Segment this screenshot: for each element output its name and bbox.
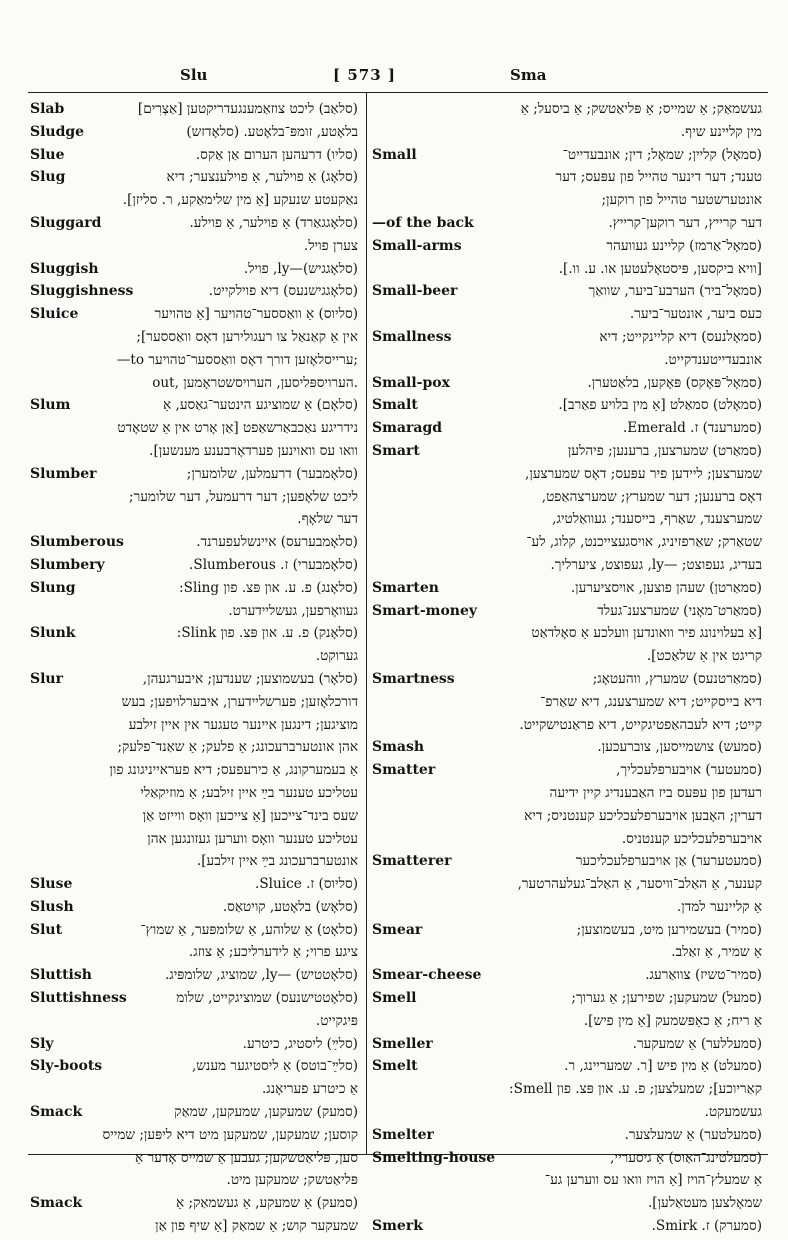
headword: Smart (372, 442, 420, 459)
entry-line (372, 873, 764, 896)
headword: Smeller (372, 1035, 433, 1052)
entry-line (372, 440, 764, 463)
entry-line (30, 508, 360, 531)
headword: Slunk (30, 625, 76, 642)
entry-line (372, 805, 764, 828)
entry-line (372, 736, 764, 759)
definition-text: דורכלאָזען; פערשליידערן, איבערלויפען; בעש (121, 693, 358, 710)
entry-line (30, 1215, 360, 1238)
definition-text: (סמיר־טשיז) צוואַרעג. (645, 967, 762, 984)
left-column (30, 98, 360, 1235)
definition-text: אונטערברעכונג בײַ איין זילבע]. (196, 853, 358, 870)
entry-line (372, 691, 764, 714)
definition-text: (סלאָש) בלאָטע, קויטאַס. (222, 898, 358, 915)
headword: Small-pox (372, 374, 450, 391)
definition-text: (סמאַרט־מאָני) שמערצענ־געלד (597, 602, 762, 619)
entry-line (372, 577, 764, 600)
definition-text: (סמערענד) ז. Emerald. (622, 420, 762, 437)
entry-line (372, 121, 764, 144)
definition-text: קוסען; שמעקען, שמעקען מיט דיא ליפּען; שמייס (102, 1126, 358, 1143)
definition-text: נידריגע נאַכבאַרשאַפט [אַן אָרט אין אַ שטאָדט (117, 420, 358, 437)
definition-text: צערן פויל. (303, 237, 358, 254)
entry-line (30, 691, 360, 714)
definition-text: שמעקער קוש; אַ שמאַק [אַ שיף פון אַן (155, 1218, 358, 1235)
entry-line (30, 212, 360, 235)
headword: Sluttishness (30, 990, 127, 1007)
header-rule (28, 92, 768, 93)
entry-line (372, 714, 764, 737)
entry-line (372, 941, 764, 964)
entry-line (372, 1215, 764, 1238)
definition-text: אויבערפלעכליכע קענטניס. (621, 830, 762, 847)
running-head-right: Sma (510, 66, 547, 84)
entry-line (372, 1055, 764, 1078)
entry-line (30, 394, 360, 417)
definition-text: געשמאַק; אַ שמייס; אַ פּליאַטשק; אַ ביסעל; אַ (520, 101, 762, 117)
definition-text: (סמאָלנעס) דיא קליינקייט; דיא (599, 328, 762, 345)
definition-text: (סמיר) בעשמירען מיט, בעשמוצען; (576, 921, 762, 938)
entry-line (30, 531, 360, 554)
headword: Slumbery (30, 556, 105, 573)
entry-line (30, 1101, 360, 1124)
definition-text: שמאָלצען מעטאַלען]. (647, 1195, 762, 1212)
definition-text: אַ בעמערקונג, אַ כירעפעס; דיא פעראייניגונג פון (109, 762, 358, 779)
definition-text: אונבעדייטענדקייט. (664, 351, 762, 368)
entry-line (372, 1169, 764, 1192)
definition-text: דיא בייסקייט; דיא שמערצענג, דיא שאַרפ־ (540, 693, 762, 710)
definition-text: גערוקט. (315, 648, 358, 665)
headword: Smelter (372, 1126, 434, 1143)
definition-text: (סמעטער) אויבערפלעכליך, (616, 762, 762, 779)
definition-text: רעדען פון עפּעס ביז האַבענדיג קיין ידיעה (549, 784, 762, 801)
entry-line (30, 782, 360, 805)
definition-text: (סמעל) שמעקען; שפירען; אַ גערוך; (571, 990, 762, 1007)
definition-text: קאַריוכע]; שמעלצען; פ. ע. און פּצ. פון Smell: (509, 1081, 762, 1098)
definition-text: (סמעלט) אַ מין פיש [ר. שמעריינג, ר. (564, 1058, 762, 1075)
headword: Smell (372, 990, 417, 1007)
entry-line (30, 372, 360, 395)
definition-text: ליכט שלאָפען; דער דרעמעל, דער שלומער; (128, 488, 358, 505)
headword: Smart-money (372, 602, 478, 619)
definition-text: עטליכע טענער וואָס ווערען געזונגען אהן (147, 830, 358, 847)
entry-line (372, 782, 764, 805)
definition-text: (סמעללער) אַ שמעקער. (632, 1035, 762, 1052)
entry-line (372, 919, 764, 942)
definition-text: אַ קליינער למדן. (676, 898, 762, 915)
entry-line (30, 668, 360, 691)
definition-text: (סלאָר) בעשמוצען; שענדען; איבערגעהן, (142, 670, 358, 687)
definition-text: (סלאָג) אַ פוילער, אַ פוילענצער; דיא (166, 169, 358, 186)
entry-line (30, 280, 360, 303)
definition-text: שטאַרק; שאַרפזיניג, אויסגעצייכנט, קלוג, לע־ (526, 534, 762, 551)
definition-text: (סמעק) אַ שמעקע, אַ געשמאַק; אַ (176, 1195, 358, 1212)
definition-text: וואו עס וואוינען פערדאָרבענע מענשען]. (149, 442, 358, 459)
definition-text: (סלאָגגאַרד) אַ פוילער, אַ פוילע. (189, 214, 358, 231)
definition-text: פּיגקייט. (315, 1012, 358, 1029)
entry-line (372, 463, 764, 486)
entry-line (30, 1169, 360, 1192)
definition-text: (סליוס) ז. Sluice. (255, 876, 358, 893)
entry-line (30, 964, 360, 987)
entry-line (30, 805, 360, 828)
entry-line (30, 1078, 360, 1101)
definition-text: (סלאָטטישנעס) שמוציגקייט, שלומ (176, 990, 358, 1007)
entry-line (372, 417, 764, 440)
definition-text: (סמערק) ז. Smirk. (651, 1218, 762, 1235)
headword: Smatterer (372, 853, 452, 870)
definition-text: (סלאָם) אַ שמוציגע הינטער־גאַסע, אַ (163, 397, 358, 414)
entry-line (30, 189, 360, 212)
entry-line (30, 622, 360, 645)
definition-text: [וויא ביקסען, פּיסטאָלעטען או. ע. וו.]. (558, 260, 762, 277)
definition-text: ציגע פרוי; אַ לידערליכע; אַ צוזג. (188, 944, 358, 961)
headword: Smerk (372, 1218, 423, 1235)
entry-line (372, 828, 764, 851)
entry-line (30, 121, 360, 144)
entry-line (30, 349, 360, 372)
entry-line (372, 987, 764, 1010)
headword: Smartness (372, 670, 455, 687)
headword: Smack (30, 1104, 83, 1121)
definition-text: (סלאַב) ליכט צוזאַמענגעדריקטען [אַצְרִים] (137, 101, 358, 117)
entry-line (372, 1010, 764, 1033)
headword: Smallness (372, 328, 452, 345)
definition-text: (סמעק) שמעקען, שמעקען, שמאַק (174, 1104, 358, 1121)
entry-line (372, 394, 764, 417)
definition-text: (סמאַרט) שמערצען, ברענען; פיהלען (567, 442, 762, 459)
entry-line (30, 941, 360, 964)
entry-line (372, 98, 764, 121)
headword: Slug (30, 169, 66, 186)
definition-text: אהן אונטערברעכונג; אַ פלעק; אַ שאַנד־פלעק; (117, 739, 358, 756)
running-head-left: Slu (180, 66, 208, 84)
definition-text: אַ שמעלץ־הויז [אַ הויז וואו עס ווערען גע־ (544, 1172, 762, 1189)
definition-text: שעס בינד־צייכען [אַ צייכען וואָס ווייזט אַן (142, 807, 358, 824)
definition-text: אַ שמיר, אַ זאַלב. (671, 944, 762, 961)
definition-text: (סמאָל־ביר) הערבע־ביער, שוואַך (588, 283, 762, 300)
headword: Smear-cheese (372, 967, 482, 984)
entry-line (372, 326, 764, 349)
definition-text: עטליכע טענער בײַ איין זילבע; אַ מוזיקאַלי (140, 784, 358, 801)
entry-line (30, 417, 360, 440)
definition-text: (סלײַ) ליסטיג, כיטרע. (242, 1035, 358, 1052)
definition-text: דערין; האָבען אויבערפלעכליכע קענטניס; דיא (524, 807, 762, 824)
definition-text: (סמאָל־אַרמז) קליינע געוועהר (606, 237, 762, 254)
entry-line (30, 919, 360, 942)
definition-text: (סלאָמבערעס) איינשלעפערנד. (196, 534, 358, 551)
entry-line (372, 1192, 764, 1215)
entry-line (372, 1078, 764, 1101)
entry-line (372, 303, 764, 326)
headword: Sluggish (30, 260, 99, 277)
entry-line (30, 577, 360, 600)
headword: Smelt (372, 1058, 418, 1075)
entry-line (30, 166, 360, 189)
definition-text: סען, פּליאַטשקען; געבען אַ שמייס אָדער אַ (134, 1149, 358, 1166)
definition-text: (סלאָגגיש)—ly, פויל. (243, 260, 358, 277)
definition-text: (סמעש) צושמייסען, צוברעכען. (597, 739, 762, 756)
definition-text: מין קליינע שיף. (680, 123, 762, 140)
entry-line (30, 235, 360, 258)
definition-text: (סמאַרטן) שעהן פוצען, אויסציערען. (570, 579, 762, 596)
definition-text: (סלאָמבערי) ז. Slumberous. (189, 556, 358, 573)
entry-line (30, 486, 360, 509)
definition-text: געשמעקט. (704, 1104, 762, 1121)
definition-text: שמערצען; ליידען פיר עפּעס; דאָס שמערצען, (525, 465, 762, 482)
entry-line (372, 258, 764, 281)
headword: Sluse (30, 876, 73, 893)
headword: Smaragd (372, 420, 443, 437)
definition-text: out, הערויספּליסען, הערויסשטראָמען. (152, 374, 358, 391)
definition-text: פּליאַטשק; שמעקען מיט. (226, 1172, 358, 1189)
entry-line (372, 349, 764, 372)
definition-text: (סמעלטער) אַ שמעלצער. (624, 1126, 762, 1143)
headword: Slur (30, 670, 63, 687)
definition-text: אין אַ קאַנאַל צו רעגולירען דאָס וואַססער]; (136, 328, 358, 345)
definition-text: [אַ בעלוינונג פיר וואונדען וועלכע אַ סאָלדאַט (531, 625, 762, 642)
headword: Slum (30, 397, 71, 414)
entry-line (30, 1055, 360, 1078)
entry-line (30, 873, 360, 896)
entry-line (30, 1010, 360, 1033)
entry-line (30, 896, 360, 919)
definition-text: בלאָטע, זומפּ־בלאָטע. (סלאָדזש) (186, 123, 358, 140)
headword: Smash (372, 739, 425, 756)
headword: Sluttish (30, 967, 92, 984)
column-divider (366, 92, 367, 1154)
definition-text: דער קרייץ, דער רוקען־קרייץ. (608, 214, 762, 231)
entry-line (372, 896, 764, 919)
headword: Slut (30, 921, 63, 938)
entry-line (372, 280, 764, 303)
entry-line (30, 828, 360, 851)
entry-line (372, 1124, 764, 1147)
definition-text: (סליוס) אַ וואַססער־טהויער [אַ טהויער (154, 306, 358, 323)
definition-text: (סמאָל) קליין; שמאָל; דין; אונבעדייט־ (562, 146, 762, 163)
definition-text: נאַקעטע שנעקע [אַ מין שלימאַקע, ר. סליזן]. (122, 192, 358, 209)
definition-text: מוציגען; דינגען איינער טעגער אין איין זילבע (128, 716, 358, 733)
headword: Slush (30, 898, 74, 915)
headword: Small-beer (372, 283, 458, 300)
definition-text: —to ערייסלאָזען דורך דאָס וואַססער־טהויער; (116, 351, 358, 368)
headword: Sluggishness (30, 283, 134, 300)
entry-line (372, 189, 764, 212)
definition-text: (סלײַ־בוטס) אַ ליסטיגער מענש, (191, 1058, 358, 1075)
entry-line (30, 258, 360, 281)
headword: Sly (30, 1035, 54, 1052)
entry-line (30, 714, 360, 737)
entry-line (372, 964, 764, 987)
entry-line (372, 1101, 764, 1124)
entry-line (372, 850, 764, 873)
entry-line (30, 326, 360, 349)
definition-text: (סמאַרטנעס) שמערץ, ווהעטאָג; (592, 670, 762, 687)
headword: Slumberous (30, 534, 124, 551)
definition-text: (סלאָטטיש) —ly, שמוציג, שלומפּיג. (164, 967, 358, 984)
headword: Sluggard (30, 214, 102, 231)
definition-text: געוואָרפען, געשליידערט. (228, 602, 358, 619)
entry-line (30, 1192, 360, 1215)
headword: Sludge (30, 123, 85, 140)
entry-line (372, 622, 764, 645)
headword: Small (372, 146, 417, 163)
headword: Smelting-house (372, 1149, 496, 1166)
entry-line (372, 1147, 764, 1170)
definition-text: אַ ריח; אַ כאַפּשמעק [אַ מין פיש]. (583, 1012, 762, 1029)
entry-line (30, 759, 360, 782)
definition-text: (סלאָגגישנעס) דיא פוילקייט. (208, 283, 358, 300)
entry-line (372, 144, 764, 167)
entry-line (30, 1033, 360, 1056)
definition-text: כעס ביער, אונטער־ביער. (629, 306, 762, 323)
entry-line (372, 508, 764, 531)
headword: Smatter (372, 762, 436, 779)
headword: Smack (30, 1195, 83, 1212)
headword: Smarten (372, 579, 439, 596)
headword: Slumber (30, 465, 97, 482)
entry-line (372, 235, 764, 258)
entry-line (30, 440, 360, 463)
entry-line (372, 645, 764, 668)
entry-line (372, 1033, 764, 1056)
headword: Small-arms (372, 237, 462, 254)
headword: Slung (30, 579, 76, 596)
page-number: [ 573 ] (333, 66, 396, 84)
headword: Sluice (30, 306, 79, 323)
definition-text: (סליו) דרעהען הערום אַן אַקס. (195, 146, 358, 163)
definition-text: (סמאָלט) סמאַלט [אַ מין בלויע פאַרב]. (558, 397, 762, 414)
headword: —of the back (372, 214, 474, 231)
headword: Smalt (372, 397, 418, 414)
entry-line (372, 668, 764, 691)
right-column (372, 98, 764, 1235)
definition-text: (סלאָט) אַ שלוהע, אַ שלומפּער, אַ שמוץ־ (140, 921, 358, 938)
entry-line (372, 486, 764, 509)
definition-text: קריגט אין אַ שלאַכט]. (646, 648, 762, 665)
entry-line (30, 144, 360, 167)
entry-line (30, 554, 360, 577)
entry-line (30, 1124, 360, 1147)
definition-text: דער שלאָף. (297, 511, 358, 528)
entry-line (372, 212, 764, 235)
definition-text: (סמעלטינג־האַוס) אַ גיסעריי, (610, 1149, 762, 1166)
entry-line (30, 987, 360, 1010)
entry-line (30, 463, 360, 486)
definition-text: טענד; דער דינער טהייל פון עפּעס; דער (555, 169, 762, 186)
headword: Slab (30, 101, 65, 117)
definition-text: אונטערשטער טהייל פון רוקען; (601, 192, 762, 209)
definition-text: (סמאָל־פּאָקס) פּאָקען, בלאַטערן. (587, 374, 762, 391)
definition-text: דאָס ברענען; דער שמערץ; שמערצהאַפט, (541, 488, 762, 505)
headword: Slue (30, 146, 65, 163)
entry-line (372, 759, 764, 782)
entry-line (30, 98, 360, 121)
entry-line (372, 372, 764, 395)
entry-line (372, 554, 764, 577)
entry-line (30, 736, 360, 759)
entry-line (372, 166, 764, 189)
definition-text: קייט; דיא לעבהאַפטיגקייט, דיא פראַנטישקייט. (519, 716, 762, 733)
entry-line (30, 645, 360, 668)
definition-text: (סמעטערער) אַן אויבערפלעכליכער (575, 853, 762, 870)
definition-text: שמערצענד, שאַרף, בייסענד; געוואַלטיג, (552, 511, 762, 528)
definition-text: אַ כיטרע פעריאָנג. (261, 1081, 358, 1098)
entry-line (30, 600, 360, 623)
entry-line (30, 850, 360, 873)
entry-line (372, 531, 764, 554)
definition-text: (סלאָנג) פ. ע. און פּצ. פון Sling: (179, 579, 358, 596)
definition-text: קענער, אַ האַלב־וויסער, אַ האַלב־געלעהרטער, (517, 876, 762, 893)
definition-text: בעדיג, געפוצט; —ly, געפוצט, ציערליך. (550, 556, 762, 573)
entry-line (30, 303, 360, 326)
entry-line (372, 600, 764, 623)
entry-line (30, 1147, 360, 1170)
headword: Smear (372, 921, 423, 938)
definition-text: (סלאָמבער) דרעמלען, שלומערן; (186, 465, 358, 482)
definition-text: (סלאָנק) פ. ע. און פּצ. פון Slink: (176, 625, 358, 642)
headword: Sly-boots (30, 1058, 103, 1075)
